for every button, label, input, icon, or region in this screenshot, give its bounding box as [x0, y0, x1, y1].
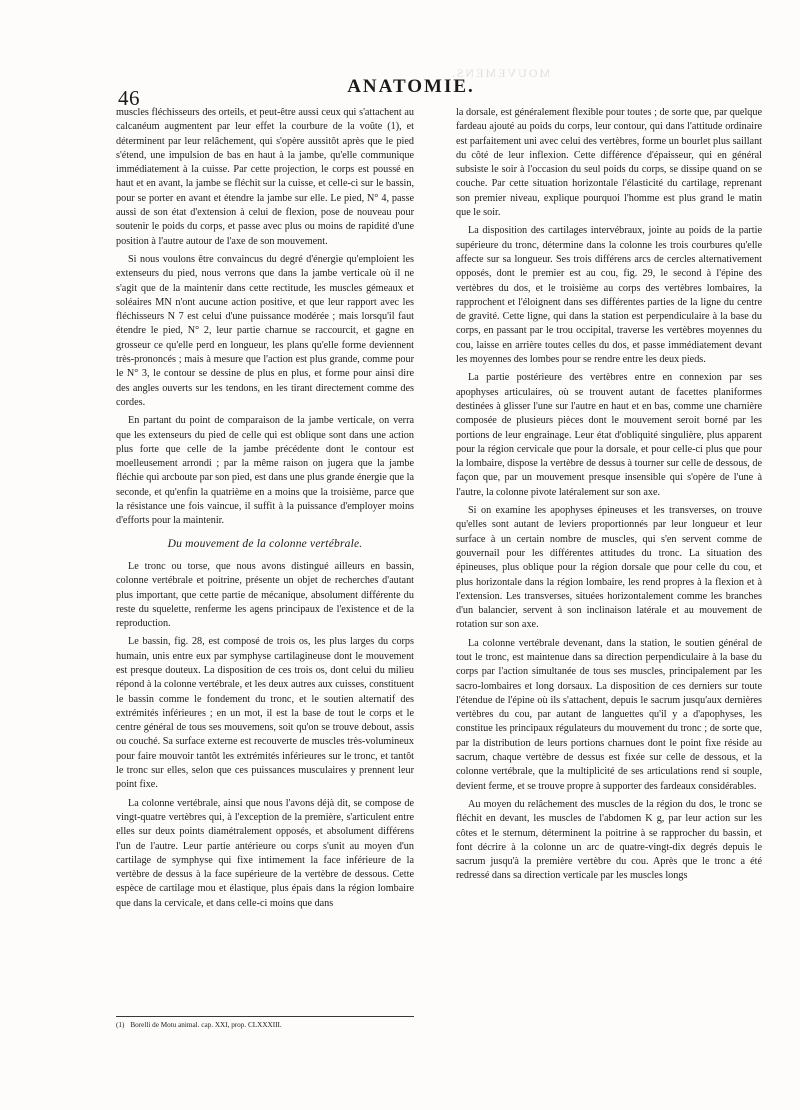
show-through-heading: MOUVEMENS.: [449, 66, 551, 80]
paragraph: Le tronc ou torse, que nous avons distingué ailleurs en bassin, colonne vertébrale et poitrine, présente un objet de recherches d'autant plus important, que cette partie de mécanique, absolument différente du reste du squelette, renferme les agens principaux de l'existence et de la reproduction.: [116, 560, 414, 630]
left-column: [116, 106, 414, 915]
running-head: ANATOMIE.: [347, 76, 475, 97]
footnote-text: Borelli de Motu animal. cap. XXI, prop. CLXXXIII.: [130, 1021, 282, 1029]
paragraph: Si nous voulons être convaincus du degré d'énergie qu'emploient les extenseurs du pied, nous verrons que dans la jambe verticale où il ne s'agit que de la maintenir dans cette rectitude, les muscles gémeaux et soléaires MN n'ont aucune action positive, et que leur rapport avec les fléchisseurs N 7 est celui d'une puissance modérée ; mais lorsqu'il faut étendre le pied, N° 2, leur partie charnue se raccourcit, et gagne en grosseur ce qu'elle perd en longueur, les plans qu'elle forme deviennent très-prononcés ; mais à mesure que l'action est plus grande, comme pour le N° 3, le contour se dessine de plus en plus, et forme pour ainsi dire des angles ouverts sur les tendons, en les tirant directement comme des cordes.: [116, 253, 414, 408]
paragraph: En partant du point de comparaison de la jambe verticale, on verra que les extenseurs du pied de celle qui est oblique sont dans une action plus forte que celle de la jambe précédente dont le contour est moelleusement arrondi ; par la même raison on jugera que la jambe fléchie qui arcboute par son pied, est dans une plus grande énergie que la seconde, et qu'enfin la quatrième en a moins que la troisième, parce que la résistance une fois vaincue, il suffit à la puissance d'employer moins d'efforts pour la maintenir.: [116, 415, 414, 527]
page-number: 46: [118, 86, 140, 110]
paragraph: La disposition des cartilages intervébraux, jointe au poids de la partie supérieure du tronc, détermine dans la colonne les trois courbures qu'elle affecte sur sa longueur. Ses trois différens arcs de cercles alternativement opposés, dont le premier est au cou, fig. 29, le second à l'épine des vertèbres du dos, et le troisième au corps des vertèbres lombaires, la rapprochent et l'éloignent dans ses différentes parties de la ligne du centre de gravité. Cette ligne, qui dans la station est perpendiculaire à la base du corps, en passant par le trou occipital, traverse les vertèbres moyennes du cou, laisse en arrière toutes celles du dos, et passe immédiatement devant les moyennes des lombes pour se rendre entre les deux pieds.: [456, 225, 762, 366]
paragraph: La partie postérieure des vertèbres entre en connexion par ses apophyses articulaires, où se trouvent autant de facettes planiformes destinées à glisser l'une sur l'autre en haut et en bas, comme une charnière composée de plusieurs pièces dont le mouvement seroit borné par les portions de leur engrainage. Leur état d'obliquité singulière, plus apparent pour la région cervicale que pour la dorsale, et pour celle-ci plus que pour la lombaire, dispose la vertèbre de dessus à tourner sur celle de dessous, de façon que, par un mouvement presque insensible qui s'opère de l'une à l'autre, la colonne pivote latéralement sur son axe.: [456, 372, 762, 498]
paragraph: la dorsale, est généralement flexible pour toutes ; de sorte que, par quelque fardeau ajouté au poids du corps, leur contour, qui dans l'attitude ordinaire est parfaitement uni avec celui des vertèbres, forme un bourlet plus saillant du côté de leur inflexion. Cette différence d'épaisseur, qui en général subsiste le soir à l'occasion du seul poids du corps, se dissipe quand on se couche. Par cette situation horizontale l'élasticité du cartilage, reprenant son premier niveau, explique pourquoi l'homme est plus grand le matin que le soir.: [456, 107, 762, 219]
paragraph: Au moyen du relâchement des muscles de la région du dos, le tronc se fléchit en devant, les muscles de l'abdomen K g, par leur action sur les côtes et le sternum, déterminent la poitrine à se rapprocher du bassin, et font décrire à la colonne un arc de quatre-vingt-dix degrés depuis le sacrum jusqu'à la première vertèbre du cou. Après que le tronc a été redressé dans sa direction verticale par les muscles longs: [456, 798, 762, 882]
paragraph: La colonne vertébrale devenant, dans la station, le soutien général de tout le tronc, est maintenue dans sa direction perpendiculaire à la base du corps par l'action simultanée de tous ses muscles, principalement par les sacro-lombaires et long dorsaux. La disposition de ces derniers sur toute l'étendue de l'épine où ils s'attachent, depuis le sacrum jusqu'aux dernières vertèbres du cou, par autant de languettes qu'il y a d'apophyses, les constitue les principaux régulateurs du mouvement du tronc ; de sorte que, par la distribution de leurs portions charnues dont le point fixe réside au sacrum, chaque vertèbre de dessus est fixée sur celle de dessous, et la colonne vertébrale, que la multiplicité de ses articulations rend si souple, devient ferme, et se trouve propre à supporter des fardeaux considérables.: [456, 637, 762, 792]
paragraph: muscles fléchisseurs des orteils, et peut-être aussi ceux qui s'attachent au calcanéum augmentent par leur effet la courbure de la voûte (1), et déterminent par leur relâchement, qui s'opère aussitôt après que le pied s'étend, une impulsion de bas en haut à la jambe, qu'elle communique immédiatement à la cuisse. Par cette projection, le corps est poussé en haut et en avant, la jambe se fléchit sur la cuisse, et celle-ci sur le bassin, pour se porter en avant et étendre la jambe sur elle. Le pied, N° 4, passe aussi de son état d'extension à celui de flexion, pose de nouveau pour soutenir le poids du corps, et passe avec plus ou moins de rapidité d'une position à l'autre autour de l'axe de son mouvement.: [116, 107, 414, 247]
footnote: [116, 1020, 414, 1030]
footnote-mark: (1): [116, 1021, 125, 1029]
section-title: Du mouvement de la colonne vertébrale.: [167, 537, 363, 550]
right-column: [456, 106, 762, 888]
paragraph: Si on examine les apophyses épineuses et les transverses, on trouve qu'elles sont autant de leviers proportionnés par leur longueur et leur surface à un certain nombre de muscles, qui s'en servent comme de gouvernail pour les différentes attitudes du tronc. La situation des épineuses, plus oblique pour la région dorsale que pour celle du cou, et plus horizontale dans la région lombaire, les rend propres à la flexion et à l'extension. Les transverses, situées horizontalement comme les branches d'un balancier, servent à son inclinaison latérale et au mouvement de rotation sur son axe.: [456, 505, 762, 631]
paragraph: La colonne vertébrale, ainsi que nous l'avons déjà dit, se compose de vingt-quatre vertèbres qui, à l'exception de la première, s'articulent entre elles sur deux points diamétralement opposés, et absolument différens l'un de l'autre. Leur partie antérieure ou corps s'unit au moyen d'un cartilage de symphyse qui fixe intimement la face inférieure de la vertèbre de dessus à la face supérieure de la vertèbre de dessous. Cette espèce de cartilage mou et élastique, plus épais dans la région lombaire que dans la cervicale, et dans celle-ci moins que dans: [116, 797, 414, 909]
paragraph: Le bassin, fig. 28, est composé de trois os, les plus larges du corps humain, unis entre eux par symphyse cartilagineuse dont le mouvement est presque douteux. La disposition de ces trois os, dont celui du milieu répond à la colonne vertébrale, et les deux autres aux cuisses, constituent le bassin comme le fondement du tronc, et le soutien alternatif des extrémités inférieures ; en un mot, il est la base de tout le corps et le centre général de tous ses mouvemens, soit qu'on se trouve debout, assis ou couché. Sa surface externe est recouverte de muscles très-volumineux pour faire mouvoir tantôt les extrémités inférieures sur le tronc, et tantôt le tronc sur elles, selon que ces puissances musculaires y prennent leur point fixe.: [116, 636, 414, 791]
footnote-divider: [116, 1016, 414, 1017]
